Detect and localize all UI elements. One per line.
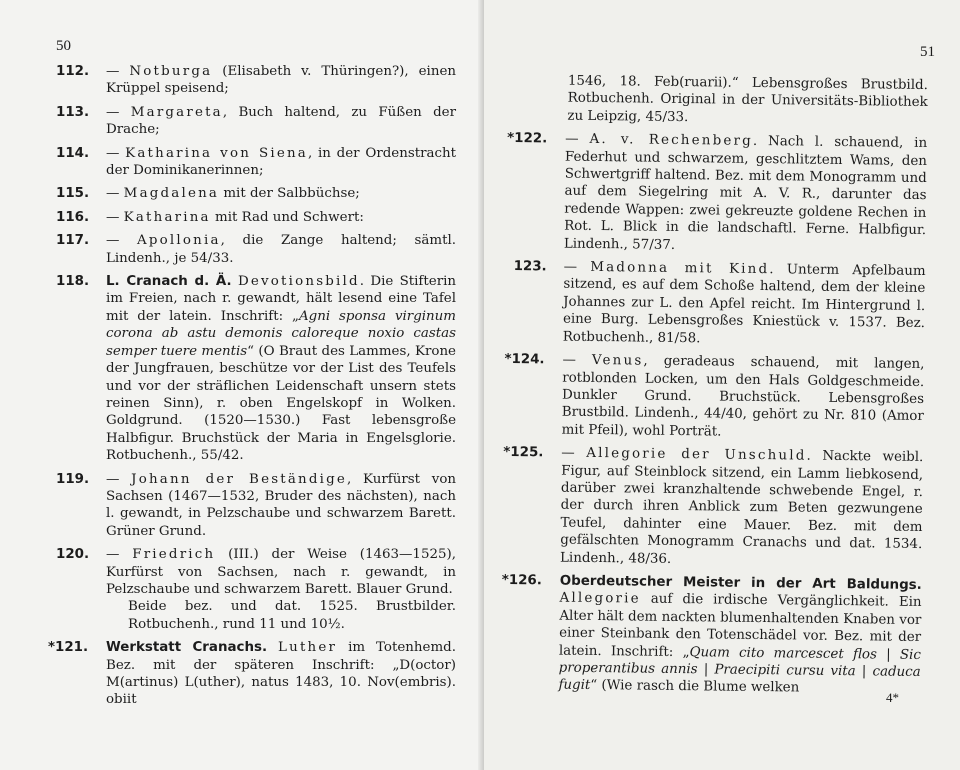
entry-dash: — (106, 547, 133, 563)
entry-number: *126. (501, 572, 542, 589)
catalog-entry-119 (56, 471, 456, 541)
entry-number: 114. (56, 145, 90, 161)
entry-number: 116. (56, 209, 90, 225)
entry-dash: — (106, 233, 138, 249)
entry-description: mit Rad und Schwert: (210, 209, 364, 225)
catalog-entry-112 (56, 63, 456, 98)
entry-number: 113. (56, 104, 90, 120)
entry-description: im Totenhemd. Bez. mit der späteren Inschrift: „D(octor) M(artinus) L(uther), natus 1483, 10. Nov(embris). obiit (106, 640, 456, 708)
entry-note: Beide bez. und dat. 1525. Brustbilder. Rotbuchenh., rund 11 und 10½. (128, 599, 456, 632)
entry-continuation (515, 72, 928, 129)
entry-dash: — (106, 186, 124, 202)
entry-number: *122. (507, 131, 548, 147)
entry-title: Magdalena (123, 186, 220, 202)
page-number-right: 51 (920, 44, 935, 60)
entry-dash: — (106, 64, 130, 79)
entry-title: Madonna mit Kind (590, 259, 770, 278)
entry-dash: — (106, 104, 131, 120)
entry-artist: Werkstatt Cranachs. (106, 640, 268, 656)
catalog-entries-left (48, 63, 457, 715)
entry-number: 119. (56, 471, 90, 487)
entry-title: Katharina (123, 209, 211, 225)
entry-title: Katharina von Siena (125, 145, 308, 161)
entry-number: 115. (56, 186, 90, 202)
entry-number: 123. (513, 259, 547, 275)
entry-title: Margareta (130, 104, 223, 120)
entry-title: A. v. Rechenberg (589, 132, 753, 150)
entry-title: Apollonia (137, 233, 221, 249)
entry-number: 120. (56, 547, 90, 563)
entry-description: (Elisabeth v. Thüringen?), einen Krüppel speisend; (106, 64, 456, 97)
entry-number: 118. (56, 274, 90, 290)
catalog-entry-123 (513, 258, 926, 350)
signature-mark: 4* (886, 690, 899, 705)
entry-description: , geradeaus schauend, mit langen, rotblonden Locken, um den Hals Goldgeschmeide. Dunkler Grund. Bruchstück. Lebensgroßes Brustbild. Lindenh., 44/40, gehört zu Nr. 810 (Amor mit Pfeil), wohl Porträt. (561, 353, 925, 440)
continued-text: 1546, 18. Feb(ruarii).“ Lebensgroßes Brustbild. Rotbuchenh. Original in der Universitäts-Bibliothek zu Leipzig, 45/33. (567, 73, 928, 125)
catalog-entry-120 (56, 546, 456, 633)
catalog-entry-115 (56, 185, 456, 202)
entry-title: Allegorie (559, 590, 641, 607)
entry-dash: — (106, 471, 132, 487)
entry-description-continued: “ (O Braut des Lammes, Krone der Jungfrauen, beschütze vor der List des Teufels und vor der sträflichen Leidenschaft unsern stets reinen Sinn), r. oben Engelskopf in Wolken. Goldgrund. (1520—1530.) Fast lebensgroße Halbfigur. Bruchstück der Maria in Engelsglorie. Rotbuchenh., 55/42. (106, 343, 456, 464)
entry-dash: — (565, 131, 590, 148)
entry-description: . Nackte weibl. Figur, auf Steinblock sitzend, ein Lamm liebkosend, darüber zwei kranzhaltende schwebende Engel, r. der durch ihren Anblick zum Beten gezwungene Teufel, dahinter eine Mauer. Bez. mit dem gefälschten Monogramm Cranachs und dat. 1534. Lindenh., 48/36. (559, 448, 924, 567)
page-number-left: 50 (56, 38, 71, 54)
latin-inscription: Agni sponsa virginum corona ab astu demonis caloreque noxio castas semper tuere mentis (106, 308, 456, 359)
entry-description: . Die Stifterin im Freien, nach r. gewandt, hält lesend eine Tafel mit der latein. Inschrift: „ (106, 274, 456, 324)
entry-title: Devotionsbild (237, 274, 360, 290)
catalog-entry-122 (507, 130, 928, 257)
entry-description: auf die irdische Vergänglichkeit. Ein Alter hält dem nackten blumenhaltenden Knaben vor einer Steinbank den Totenschädel vor. Bez. mit der latein. Inschrift: „ (558, 591, 922, 660)
entry-artist: Oberdeutscher Meister in der Art Baldungs. (559, 573, 922, 593)
entry-description: (III.) der Weise (1463—1525), Kurfürst von Sachsen, nach r. gewandt, in Pelzschaube und schwarzem Barett. Blauer Grund. (106, 547, 456, 597)
catalog-entries-right (501, 72, 928, 705)
entry-title: Notburga (129, 64, 213, 79)
entry-number: *124. (504, 351, 545, 368)
entry-number: *125. (503, 444, 544, 461)
entry-title: Johann der Beständige (131, 471, 348, 487)
entry-description: . Unterm Apfelbaum sitzend, es auf dem Schoße haltend, dem der kleine Johannes zur L. den Apfel reicht. Im Hintergrund l. eine Burg. Lebensgroßes Kniestück v. 1537. Bez. Rotbuchenh., 81/58. (562, 262, 926, 346)
entry-title: Luther (278, 640, 338, 656)
right-page (484, 0, 960, 770)
catalog-entry-118 (56, 273, 456, 464)
entry-title: Allegorie der Unschuld (586, 446, 807, 464)
entry-description: , Buch haltend, zu Füßen der Drache; (106, 104, 456, 138)
latin-inscription: Quam cito marcescet flos | Sic properantibus annis | Praecipiti cursu vita | caduca fugit (558, 644, 921, 694)
entry-title: Friedrich (132, 547, 216, 563)
entry-number: 117. (56, 233, 90, 249)
entry-number: 112. (56, 64, 90, 79)
entry-dash: — (561, 445, 587, 462)
catalog-entry-113 (56, 104, 456, 139)
catalog-entry-126 (501, 572, 922, 699)
entry-dash: — (562, 352, 593, 369)
catalog-entry-121 (48, 639, 456, 709)
entry-description: mit der Salbbüchse; (219, 186, 360, 202)
catalog-entry-125 (503, 444, 924, 571)
entry-description: , Kurfürst von Sachsen (1467—1532, Bruder des nächsten), nach l. gewandt, in Pelzschaube und schwarzem Barett. Grüner Grund. (106, 471, 457, 539)
entry-dash: — (106, 209, 124, 225)
entry-description: . Nach l. schauend, in Federhut und schwarzem, geschlitztem Wams, den Schwertgriff haltend. Bez. mit dem Monogramm und auf dem Siegelring mit A. V. R., darunter das redende Wappen: zwei gekreuzte goldene Rechen in Rot. L. Blick in die landschaftl. Ferne. Halbfigur. Lindenh., 57/37. (563, 134, 928, 253)
catalog-entry-124 (504, 351, 925, 443)
catalog-entry-114 (56, 145, 456, 180)
entry-dash: — (106, 145, 126, 161)
catalog-entry-117 (56, 232, 456, 267)
entry-description: , die Zange haltend; sämtl. Lindenh., je 54/33. (106, 233, 456, 266)
entry-description: , in der Ordenstracht der Dominikanerinnen; (106, 145, 456, 179)
entry-dash: — (563, 259, 591, 275)
entry-description-continued: “ (Wie rasch die Blume welken (590, 678, 800, 696)
catalog-entry-116 (56, 209, 456, 226)
entry-number: *121. (48, 640, 89, 656)
entry-title: Venus (591, 353, 644, 369)
entry-artist: L. Cranach d. Ä. (106, 274, 232, 290)
